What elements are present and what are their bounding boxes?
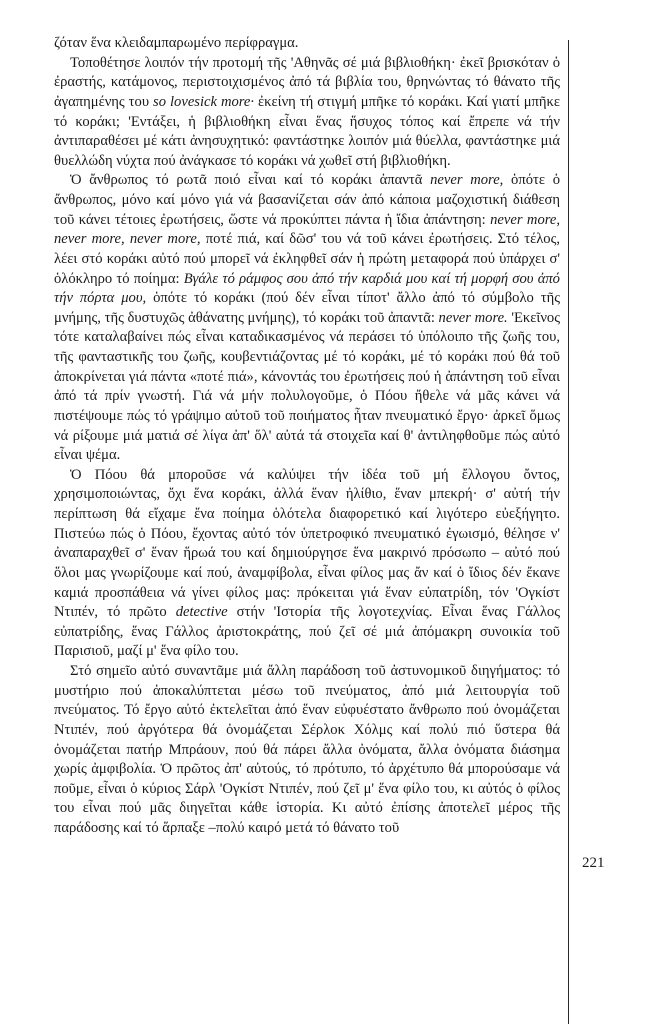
italic-text: never more, never more, never more, (54, 211, 560, 248)
italic-text: so lovesick more· (153, 93, 255, 110)
text-run: ὁπότε τό κοράκι (πού δέν εἶναι τίποτ' ἄλλο ἀπό τό σύμβολο τῆς μνήμης, τῆς δυστυχῶς ἀθάνατης μνήμης), τό κοράκι τοῦ ἀπαντᾶ: (54, 290, 560, 326)
text-run: ἐκείνη τή στιγμή μπῆκε τό κοράκι. Καί γιατί μπῆκε τό κοράκι; 'Εντάξει, ἡ βιβλιοθήκη εἶναι ἕνας ἥσυχος τόπος καί ἔπρεπε νά τήν ἀντιπαραθέσει μέ κάτι ἀνησυχητικό: φαντάστηκε λοιπόν μιά θύελλα, φαντάστηκε μιά θυελλώδη νύχτα πού ἀνάγκασε τό κοράκι νά χωθεῖ στή βιβλιοθήκη. (54, 93, 561, 169)
paragraph (54, 466, 560, 662)
text-run: ζόταν ἕνα κλειδαμπαρωμένο περίφραγμα. (54, 35, 299, 51)
text-run: Ὁ ἄνθρωπος τό ρωτᾶ ποιό εἶναι καί τό κοράκι ἀπαντᾶ (70, 172, 431, 189)
italic-text: detective (175, 604, 228, 621)
text-run: ὁπότε ὁ ἄνθρωπος, μόνο καί μόνο γιά νά βασανίζεται σάν ἀπό κάποια μαζοχιστική διάθεση τοῦ κάνει τέτοιες ἐρωτήσεις, ὥστε νά προκύπτει πάντα ἡ ἴδια ἀπάντηση: (54, 172, 560, 228)
paragraph (54, 54, 560, 172)
italic-text: never more, (430, 172, 504, 189)
text-run: 'Εκεῖνος τότε καταλαβαίνει πώς εἶναι καταδικασμένος νά περάσει τό ὑπόλοιπο τῆς ζωῆς του, τῆς φανταστικῆς του ζωῆς, κουβεντιάζοντας μέ τό κοράκι, μέ τό κοράκι πού θά τοῦ ἀποκρίνεται γιά πάντα «ποτέ πιά», κάνοντάς του ἐρωτήσεις πού ἡ ἀπάντηση τοῦ εἶναι ἀπό τά πρίν γνωστή. Γιά νά μήν πολυλογοῦμε, ὁ Πόου ἤθελε νά μᾶς κάνει νά πιστέψουμε πώς τό γράψιμο αὐτοῦ τοῦ ποιήματος ἦταν πνευματικό ἔργο· ἀρκεῖ ὅμως νά ρίξουμε μιά ματιά σέ λίγα ἀπ' ὅλ' αὐτά τά στοιχεῖα καί θ' ἀντιληφθοῦμε πώς αὐτό εἶναι ψέμα. (54, 309, 561, 464)
text-run: στήν 'Ιστορία τῆς λογοτεχνίας. Εἶναι ἕνας Γάλλος εὐπατρίδης, ἕνας Γάλλος ἀριστοκράτης, πού ζεῖ σέ μιά ἀπόμακρη συνοικία τοῦ Παρισιοῦ, μαζί μ' ἕνα φίλο του. (54, 604, 560, 660)
paragraph (54, 171, 560, 465)
text-run: ποτέ πιά, καί δῶσ' του νά τοῦ κάνει ἐρωτήσεις. Στό τέλος, λέει στό κοράκι αὐτό πού μπορεῖ νά ἐκληφθεῖ σάν ἡ πρώτη μεταφορά πού ὑπάρχει σ' ὁλόκληρο τό ποίημα: (54, 231, 560, 287)
body-text (54, 34, 560, 839)
page-number: 221 (582, 855, 605, 871)
text-run: Στό σημεῖο αὐτό συναντᾶμε μιά ἄλλη παράδοση τοῦ ἀστυνομικοῦ διηγήματος: τό μυστήριο πού ἀποκαλύπτεται μέσω τοῦ πνεύματος, ἀπό μιά λειτουργία τοῦ πνεύματος. Τό ἔργο αὐτό ἐκτελεῖται ἀπό ἕναν εὐφυέστατο ἄνθρωπο πού ὀνομάζεται Ντιπέν, πού ἀργότερα θά ὀνομάζεται Σέρλοκ Χόλμς καί πολύ πιό ὕστερα θά ὀνομάζεται πατήρ Μπράουν, πού θά πάρει ἄλλα ὀνόματα, ἄλλα ὀνόματα διάσημα χωρίς ἀμφιβολία. Ὁ πρῶτος ἀπ' αὐτούς, τό πρότυπο, τό ἀρχέτυπο θά μπορούσαμε νά ποῦμε, εἶναι ὁ κύριος Σάρλ 'Ογκίστ Ντιπέν, πού ζεῖ μ' ἕνα φίλο του, κι αὐτός ὁ φίλος του εἶναι πού μᾶς διηγεῖται κάθε ἱστορία. Κι αὐτό ἐπίσης ἀποτελεῖ μέρος τῆς παράδοσης καί τό ἅρπαξε –πολύ καιρό μετά τό θάνατο τοῦ (54, 663, 560, 836)
italic-text: never more. (438, 309, 508, 326)
italic-text: Βγάλε τό ράμφος σου ἀπό τήν καρδιά μου καί τή μορφή σου ἀπό τήν πόρτα μου, (54, 270, 560, 307)
text-run: Τοποθέτησε λοιπόν τήν προτομή τῆς 'Αθηνᾶς σέ μιά βιβλιοθήκη· ἐκεῖ βρισκόταν ὁ ἐραστής, κατάμονος, περιστοιχισμένος ἀπό τά βιβλία του, θρηνώντας τό θάνατο τῆς ἀγαπημένης του (54, 54, 560, 110)
margin-rule (568, 40, 569, 1024)
text-run: Ὁ Πόου θά μποροῦσε νά καλύψει τήν ἰδέα τοῦ μή ἔλλογου ὄντος, χρησιμοποιώντας, ὄχι ἕνα κοράκι, ἀλλά ἕναν ἠλίθιο, ἕναν μπεκρή· σ' αὐτή τήν περίπτωση θά εἴχαμε ἕνα ποίημα ὁλότελα διαφορετικό καί λιγότερο εὐεξήγητο. Πιστεύω πώς ὁ Πόου, ἔχοντας αὐτό τόν ὑπετροφικό πνευματικό ἐγωισμό, θέλησε ν' ἀναπαραχθεῖ σ' ἕναν ἥρωά του καί δημιούργησε ἕνα μακρινό πρόσωπο – αὐτό πού ὅλοι μας γνωρίζουμε καί πού, ἀναμφίβολα, εἶναι φίλος μας ἄν καί ὁ ἴδιος δέν ἔκανε καμιά προσπάθεια νά γίνει φίλος μας: πρόκειται γιά ἕναν εὐπατρίδη, τόν 'Ογκίστ Ντιπέν, τό πρῶτο (54, 466, 560, 621)
paragraph (54, 662, 560, 839)
paragraph (54, 34, 560, 54)
